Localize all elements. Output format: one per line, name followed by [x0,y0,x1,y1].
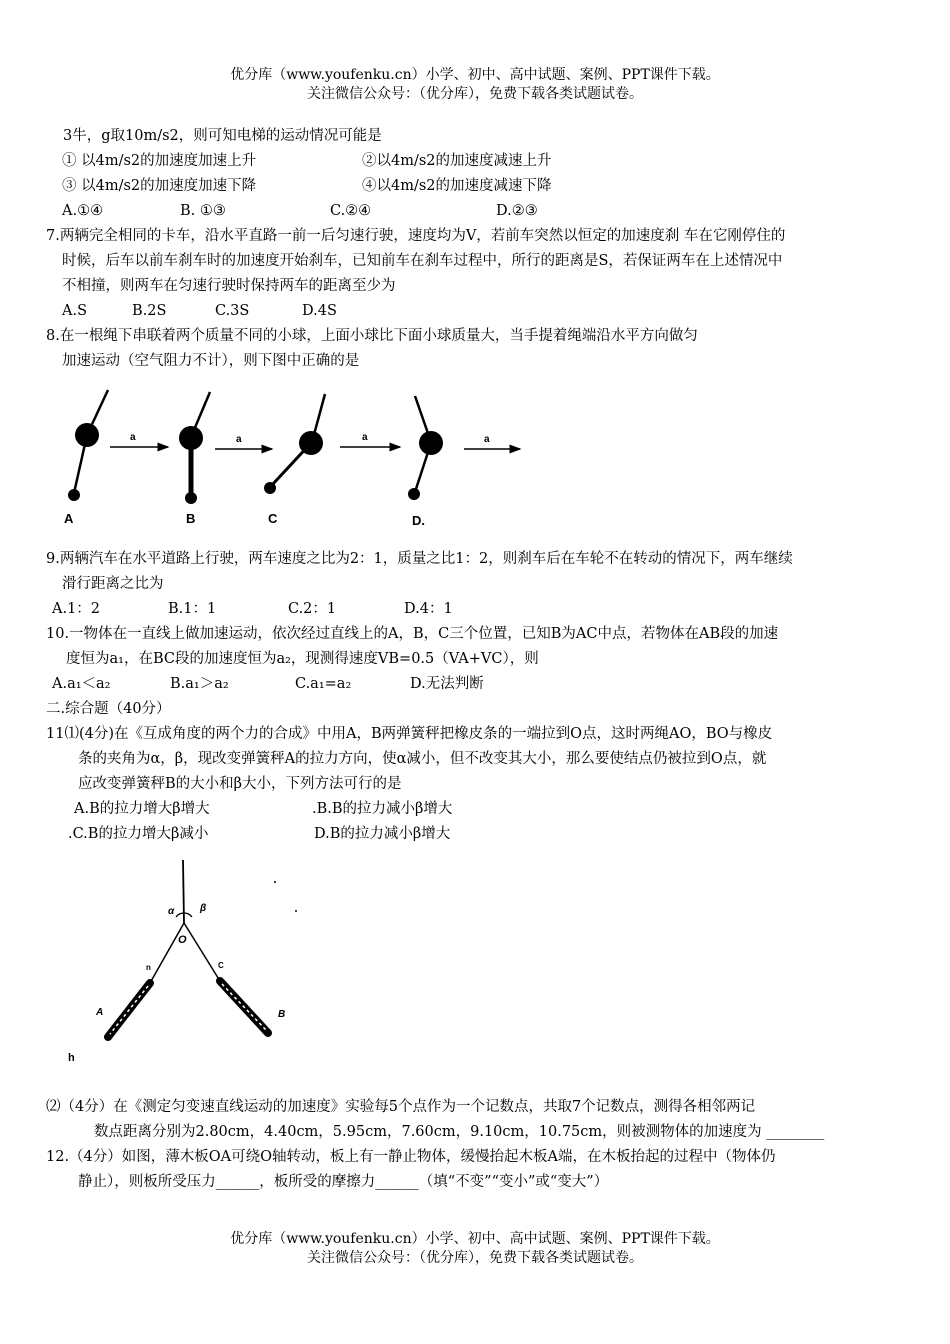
q6-option-c: C.②④ [330,203,372,219]
corner-mark: h [68,1052,75,1064]
spring-balance-b [220,981,268,1033]
q10-option-c: C.a₁=a₂ [295,676,352,692]
q11-option-c: .C.B的拉力增大β减小 [68,826,209,842]
q7-option-a: A.S [62,303,88,319]
q7-option-c: C.3S [215,303,250,319]
q7-line-1: 7.两辆完全相同的卡车，沿水平直路一前一后匀速行驶，速度均为V，若前车突然以恒定的加速度刹 车在它刚停住的 [46,228,786,244]
q10-line-1: 10.一物体在一直线上做加速运动，依次经过直线上的A，B，C三个位置，已知B为AC中点，若物体在AB段的加速 [46,626,779,642]
q8-label-a: A [64,511,74,526]
q7-option-d: D.4S [302,303,337,319]
header-line-2: 关注微信公众号：（优分库），免费下载各类试题试卷。 [307,86,643,102]
q11-option-b: .B.B的拉力减小β增大 [312,801,453,817]
q6-item-4: ④以4m/s2的加速度减速下降 [362,178,552,194]
spring-b-label: B [278,1009,286,1020]
q12-line-1: 12.（4分）如图，薄木板OA可绕O轴转动，板上有一静止物体，缓慢抬起木板A端，在木板抬起的过程中（物体仍 [46,1149,776,1165]
footer-line-1: 优分库（www.youfenku.cn）小学、初中、高中试题、案例、PPT课件下载。 [230,1231,720,1247]
q7-line-3: 不相撞，则两车在匀速行驶时保持两车的距离至少为 [62,278,396,294]
svg-text:a: a [484,434,490,445]
svg-text:a: a [362,432,368,443]
svg-text:C: C [218,961,224,970]
svg-text:a: a [130,432,136,443]
q11-figure [60,855,320,1070]
q11-part2-line-2: 数点距离分别为2.80cm，4.40cm，5.95cm，7.60cm，9.10cm，10.75cm，则被测物体的加速度为 ________ [94,1124,825,1140]
q8-label-b: B [186,511,196,526]
q8-figure [50,380,540,535]
q8-diagram-d [408,396,443,528]
q6-option-a: A.①④ [62,203,104,219]
q8-label-d: D. [412,513,425,528]
q11-line-1: 11⑴(4分)在《互成角度的两个力的合成》中用A，B两弹簧秤把橡皮条的一端拉到O点，这时两绳AO，BO与橡皮 [46,726,773,742]
q6-stem: 3牛，g取10m/s2，则可知电梯的运动情况可能是 [63,128,382,144]
q8-diagram-a [64,390,108,526]
q9-option-a: A.1：2 [52,601,101,617]
q6-item-1: ① 以4m/s2的加速度加速上升 [62,153,257,169]
spring-balance-a [108,983,150,1037]
q11-line-2: 条的夹角为α，β，现改变弹簧秤A的拉力方向，使α减小，但不改变其大小，那么要使结点仍被拉到O点，就 [78,751,767,767]
q8-line-1: 8.在一根绳下串联着两个质量不同的小球，上面小球比下面小球质量大，当手提着绳端沿水平方向做匀 [46,328,698,344]
q10-option-b: B.a₁＞a₂ [170,676,229,692]
q8-arrow-4 [464,434,520,449]
q9-line-1: 9.两辆汽车在水平道路上行驶，两车速度之比为2：1，质量之比1：2，则刹车后在车轮不在转动的情况下，两车继续 [46,551,793,567]
header-line-1: 优分库（www.youfenku.cn）小学、初中、高中试题、案例、PPT课件下载。 [230,67,720,83]
q6-option-b: B. ①③ [180,203,226,219]
q8-diagram-c [264,394,325,526]
q10-line-2: 度恒为a₁，在BC段的加速度恒为a₂，现测得速度VB=0.5（VA+VC），则 [66,651,539,667]
q8-arrow-1 [110,432,168,447]
q11-option-d: D.B的拉力减小β增大 [314,826,451,842]
footer-line-2: 关注微信公众号：（优分库），免费下载各类试题试卷。 [307,1250,643,1266]
point-o-label: O [178,934,187,946]
svg-text:n: n [146,963,151,972]
beta-label: β [200,903,207,914]
q9-option-c: C.2：1 [288,601,337,617]
q6-item-2: ②以4m/s2的加速度减速上升 [362,153,552,169]
q9-option-b: B.1：1 [168,601,217,617]
q8-arrow-2 [215,434,272,449]
q11-option-a: A.B的拉力增大β增大 [74,801,210,817]
q6-item-3: ③ 以4m/s2的加速度加速下降 [62,178,257,194]
spring-a-label: A [96,1007,104,1018]
q8-arrow-3 [340,432,400,447]
q8-label-c: C [268,511,278,526]
q10-option-a: A.a₁＜a₂ [52,676,111,692]
q11-line-3: 应改变弹簧秤B的大小和β大小，下列方法可行的是 [78,776,402,792]
section-title: 二.综合题（40分） [46,701,171,717]
q9-line-2: 滑行距离之比为 [62,576,164,592]
q8-line-2: 加速运动（空气阻力不计），则下图中正确的是 [62,353,360,369]
svg-text:a: a [236,434,242,445]
q8-diagram-b [179,392,210,526]
q11-part2-line-1: ⑵（4分）在《测定匀变速直线运动的加速度》实验每5个点作为一个记数点，共取7个记数点，测得各相邻两记 [46,1099,756,1115]
alpha-label: α [168,906,175,917]
q12-line-2: 静止），则板所受压力______，板所受的摩擦力______（填“不变”“变小”或“变大”） [78,1174,609,1190]
q10-option-d: D.无法判断 [410,676,484,692]
q7-option-b: B.2S [132,303,167,319]
q7-line-2: 时候，后车以前车刹车时的加速度开始刹车，已知前车在刹车过程中，所行的距离是S，若保证两车在上述情况中 [62,253,783,269]
q6-option-d: D.②③ [496,203,538,219]
q9-option-d: D.4：1 [404,601,453,617]
